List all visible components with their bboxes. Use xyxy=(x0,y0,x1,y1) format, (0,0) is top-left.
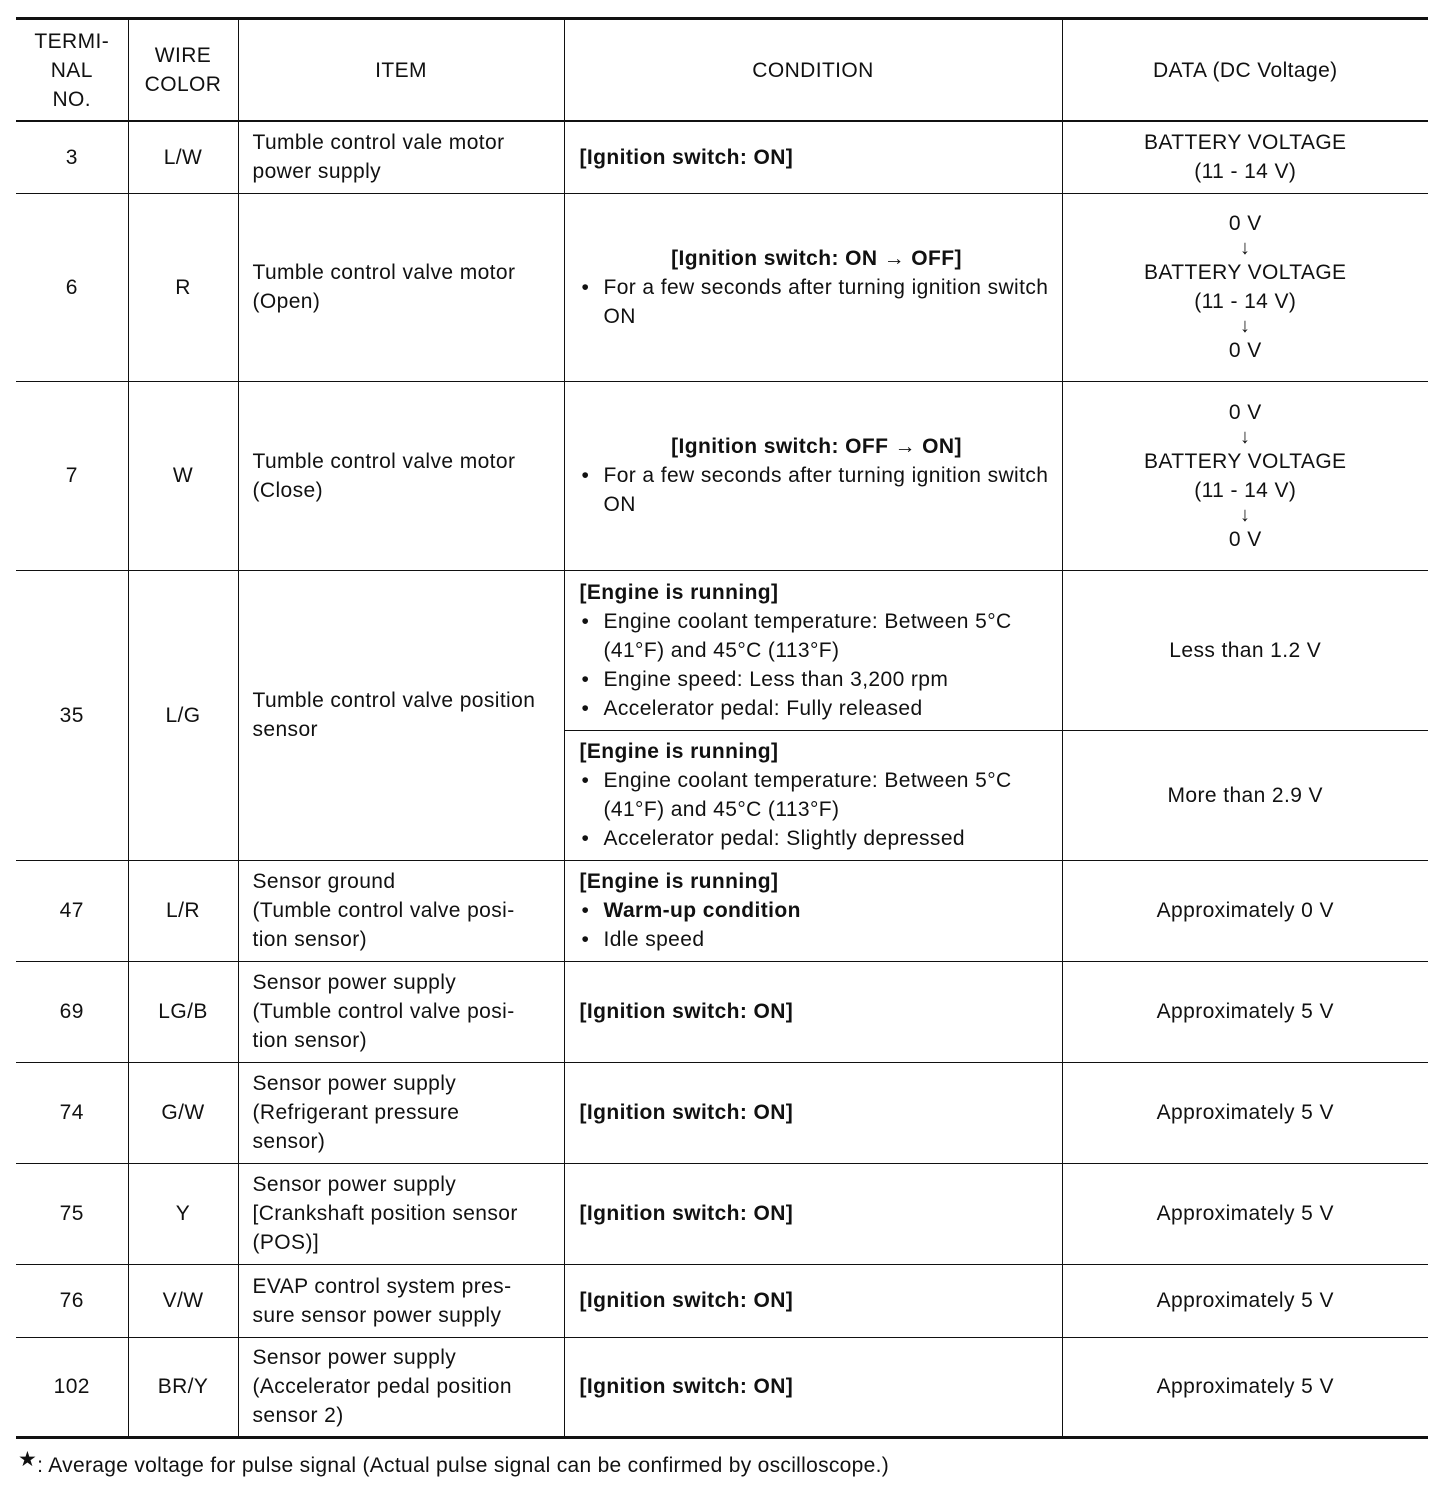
terminal-data-sheet xyxy=(16,17,1428,1477)
terminal-no-cell: 6 xyxy=(16,193,128,381)
data-value-line: Approximately 5 V xyxy=(1156,1000,1334,1023)
condition-content xyxy=(580,737,1054,853)
table-row xyxy=(16,860,1428,961)
data-cell xyxy=(1062,961,1428,1062)
condition-bullet-text: Warm-up condition xyxy=(603,899,801,922)
data-value-line: 0 V xyxy=(1228,527,1262,551)
condition-bullet-text: Accelerator pedal: Slightly depressed xyxy=(603,827,965,850)
data-value-line: BATTERY VOLTAGE xyxy=(1144,131,1347,155)
terminal-no-cell: 74 xyxy=(16,1062,128,1163)
table-row xyxy=(16,121,1428,193)
terminal-no-cell: 76 xyxy=(16,1264,128,1337)
header-condition: CONDITION xyxy=(564,19,1062,122)
condition-heading: [Engine is running] xyxy=(579,740,779,763)
condition-heading: [Ignition switch: ON] xyxy=(579,1202,794,1225)
condition-bullet xyxy=(580,607,1054,665)
condition-bullet xyxy=(580,925,1054,954)
data-value-line: 0 V xyxy=(1228,400,1262,424)
condition-content xyxy=(580,143,1054,172)
condition-cell xyxy=(564,1264,1062,1337)
ecm-terminal-table xyxy=(16,17,1428,1439)
terminal-no-cell: 69 xyxy=(16,961,128,1062)
terminal-no-cell: 35 xyxy=(16,570,128,860)
star-icon: ★ xyxy=(18,1448,38,1471)
down-arrow-icon: ↓ xyxy=(1240,315,1251,337)
condition-cell xyxy=(564,860,1062,961)
condition-content xyxy=(580,244,1054,331)
data-cell xyxy=(1062,730,1428,860)
item-cell: Tumble control valve motor (Open) xyxy=(238,193,564,381)
wire-color-cell: BR/Y xyxy=(128,1337,238,1437)
bullet-dot-icon: • xyxy=(581,275,590,299)
terminal-no-cell: 102 xyxy=(16,1337,128,1437)
bullet-dot-icon: • xyxy=(581,696,590,720)
data-cell xyxy=(1062,381,1428,570)
footnote-text: : Average voltage for pulse signal (Actual pulse signal can be confirmed by oscilloscope.) xyxy=(37,1454,890,1477)
condition-bullet xyxy=(580,766,1054,824)
wire-color-cell: Y xyxy=(128,1163,238,1264)
wire-color-cell: LG/B xyxy=(128,961,238,1062)
condition-bullet-text: Engine coolant temperature: Between 5°C (41°F) and 45°C (113°F) xyxy=(603,769,1012,821)
header-terminal-no: TERMI- NAL NO. xyxy=(16,19,128,122)
condition-content xyxy=(580,432,1054,519)
item-cell: Sensor power supply (Refrigerant pressure sensor) xyxy=(238,1062,564,1163)
condition-bullet-text: Engine coolant temperature: Between 5°C (41°F) and 45°C (113°F) xyxy=(603,609,1012,662)
condition-content xyxy=(580,1098,1054,1127)
condition-cell xyxy=(564,1337,1062,1437)
wire-color-cell: G/W xyxy=(128,1062,238,1163)
terminal-no-cell: 3 xyxy=(16,121,128,193)
condition-heading: [Ignition switch: OFF → ON] xyxy=(671,435,962,458)
table-row xyxy=(16,570,1428,730)
condition-bullet xyxy=(580,694,1054,723)
header-wire-color: WIRE COLOR xyxy=(128,19,238,122)
table-body xyxy=(16,121,1428,1437)
header-item: ITEM xyxy=(238,19,564,122)
data-value-line: BATTERY VOLTAGE xyxy=(1144,261,1347,284)
table-row xyxy=(16,1264,1428,1337)
condition-bullet-text: For a few seconds after turning ignition switch ON xyxy=(603,464,1049,516)
wire-color-cell: R xyxy=(128,193,238,381)
condition-content xyxy=(580,1372,1054,1401)
data-value-line: (11 - 14 V) xyxy=(1194,160,1297,184)
condition-content xyxy=(580,1199,1054,1228)
data-cell xyxy=(1062,193,1428,381)
condition-content xyxy=(580,997,1054,1026)
data-cell xyxy=(1062,570,1428,730)
condition-heading: [Ignition switch: ON] xyxy=(579,1000,794,1023)
condition-bullet-text: Engine speed: Less than 3,200 rpm xyxy=(603,667,949,691)
down-arrow-icon: ↓ xyxy=(1240,237,1251,259)
data-value-line: BATTERY VOLTAGE xyxy=(1144,449,1347,473)
table-row xyxy=(16,193,1428,381)
condition-cell xyxy=(564,381,1062,570)
condition-cell xyxy=(564,121,1062,193)
condition-heading: [Ignition switch: ON] xyxy=(579,1375,794,1398)
data-cell xyxy=(1062,1337,1428,1437)
wire-color-cell: V/W xyxy=(128,1264,238,1337)
table-row xyxy=(16,1062,1428,1163)
table-row xyxy=(16,1337,1428,1437)
item-cell: Sensor power supply (Tumble control valve posi- tion sensor) xyxy=(238,961,564,1062)
table-row xyxy=(16,1163,1428,1264)
down-arrow-icon: ↓ xyxy=(1240,503,1251,526)
data-value-line: 0 V xyxy=(1228,212,1262,235)
wire-color-cell: W xyxy=(128,381,238,570)
data-cell xyxy=(1062,1163,1428,1264)
footnote xyxy=(18,1448,890,1480)
condition-bullet xyxy=(580,824,1054,853)
terminal-no-cell: 47 xyxy=(16,860,128,961)
condition-heading: [Ignition switch: ON] xyxy=(579,145,794,169)
condition-bullet-text: Accelerator pedal: Fully released xyxy=(603,696,923,720)
data-value-line: Approximately 5 V xyxy=(1156,1101,1334,1124)
data-cell xyxy=(1062,1264,1428,1337)
wire-color-cell: L/G xyxy=(128,570,238,860)
condition-heading: [Ignition switch: ON] xyxy=(579,1289,794,1312)
condition-bullet xyxy=(580,273,1054,331)
wire-color-cell: L/W xyxy=(128,121,238,193)
condition-bullet xyxy=(580,461,1054,519)
data-value-line: 0 V xyxy=(1228,339,1262,362)
data-cell xyxy=(1062,121,1428,193)
data-value-line: (11 - 14 V) xyxy=(1194,290,1297,313)
data-value-line: Less than 1.2 V xyxy=(1169,638,1322,662)
item-cell: EVAP control system pres- sure sensor power supply xyxy=(238,1264,564,1337)
table-row xyxy=(16,381,1428,570)
condition-heading: [Ignition switch: ON] xyxy=(579,1101,794,1124)
data-value-line: More than 2.9 V xyxy=(1167,783,1323,807)
data-value-line: Approximately 5 V xyxy=(1156,1375,1334,1398)
condition-cell xyxy=(564,961,1062,1062)
condition-content xyxy=(580,867,1054,954)
condition-bullet xyxy=(580,896,1054,925)
data-value-line: (11 - 14 V) xyxy=(1194,478,1297,502)
data-value-line: Approximately 0 V xyxy=(1156,899,1334,922)
data-value-line: Approximately 5 V xyxy=(1156,1289,1334,1312)
terminal-no-cell: 7 xyxy=(16,381,128,570)
item-cell: Tumble control valve position sensor xyxy=(238,570,564,860)
table-row xyxy=(16,961,1428,1062)
condition-cell xyxy=(564,570,1062,730)
condition-cell xyxy=(564,1163,1062,1264)
item-cell: Tumble control vale motor power supply xyxy=(238,121,564,193)
condition-content xyxy=(580,578,1054,723)
condition-content xyxy=(580,1286,1054,1315)
down-arrow-icon: ↓ xyxy=(1240,425,1251,448)
bullet-dot-icon: • xyxy=(581,769,590,792)
condition-heading: [Engine is running] xyxy=(579,580,779,604)
bullet-dot-icon: • xyxy=(581,827,590,850)
terminal-no-cell: 75 xyxy=(16,1163,128,1264)
item-cell: Sensor power supply (Accelerator pedal position sensor 2) xyxy=(238,1337,564,1437)
data-cell xyxy=(1062,860,1428,961)
data-cell xyxy=(1062,1062,1428,1163)
condition-heading: [Engine is running] xyxy=(579,870,779,893)
wire-color-cell: L/R xyxy=(128,860,238,961)
condition-bullet-text: Idle speed xyxy=(603,928,705,951)
condition-cell xyxy=(564,730,1062,860)
condition-cell xyxy=(564,193,1062,381)
bullet-dot-icon: • xyxy=(581,899,590,922)
item-cell: Tumble control valve motor (Close) xyxy=(238,381,564,570)
item-cell: Sensor ground (Tumble control valve posi- tion sensor) xyxy=(238,860,564,961)
bullet-dot-icon: • xyxy=(581,928,590,951)
condition-cell xyxy=(564,1062,1062,1163)
data-value-line: Approximately 5 V xyxy=(1156,1202,1334,1225)
header-data: DATA (DC Voltage) xyxy=(1062,19,1428,122)
bullet-dot-icon: • xyxy=(581,609,590,633)
condition-bullet xyxy=(580,665,1054,694)
item-cell: Sensor power supply [Crankshaft position sensor (POS)] xyxy=(238,1163,564,1264)
condition-bullet-text: For a few seconds after turning ignition switch ON xyxy=(603,275,1049,328)
bullet-dot-icon: • xyxy=(581,667,590,691)
bullet-dot-icon: • xyxy=(581,464,590,487)
condition-heading: [Ignition switch: ON → OFF] xyxy=(671,246,962,270)
table-header-row xyxy=(16,19,1428,122)
